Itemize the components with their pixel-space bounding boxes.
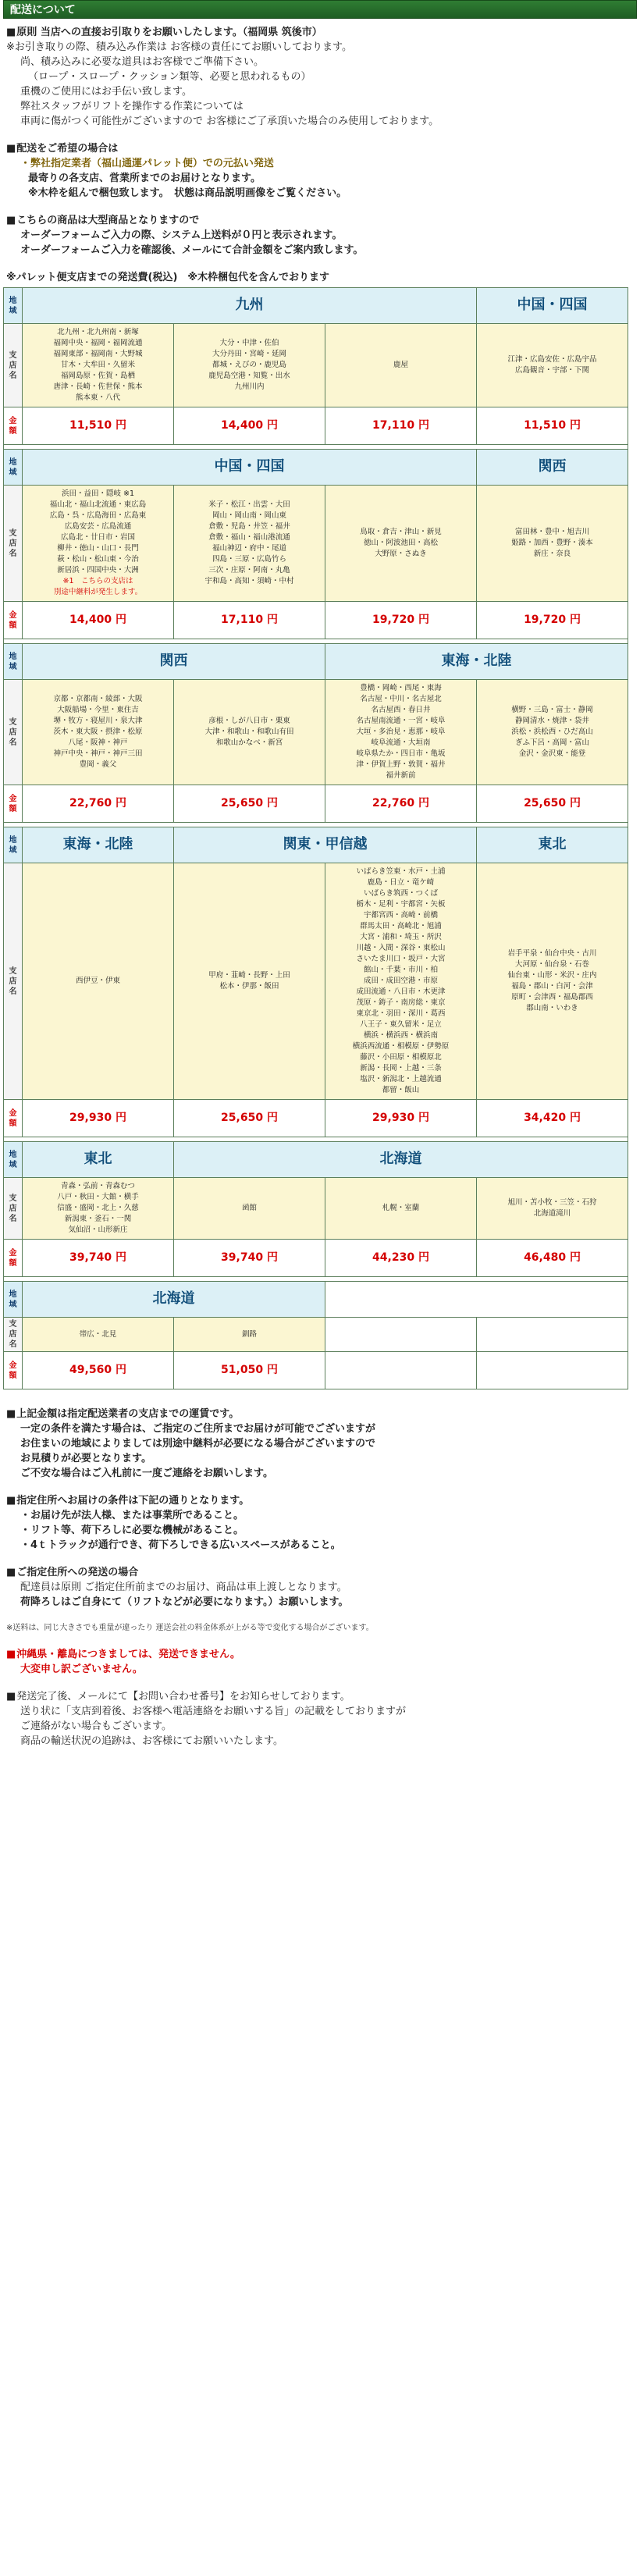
stores-cell [174, 486, 325, 602]
store-name-line: 信盛・盛岡・北上・久慈 [57, 1204, 139, 1212]
store-name-line: 群馬太田・高崎北・旭浦 [360, 922, 442, 930]
region-cell: 関西 [477, 450, 628, 486]
row-label-region: 地 域 [4, 1142, 23, 1178]
store-name-line: 広島観音・宇部・下関 [515, 366, 590, 375]
price-row [4, 785, 628, 823]
region-cell: 関西 [23, 644, 325, 680]
region-cell: 北海道 [23, 1282, 325, 1318]
store-name-line: 松本・伊那・飯田 [219, 982, 279, 991]
store-name-line: 別途中継料が発生します。 [53, 588, 143, 596]
okinawa-line: ■ 沖縄県・離島につきましては、発送できません。 [6, 1647, 634, 1662]
row-label-region: 地 域 [4, 827, 23, 863]
large-item-heading: ■ こちらの商品は大型商品となりますので [6, 213, 634, 228]
price-row [4, 1352, 628, 1389]
price-cell [477, 1352, 628, 1389]
stores-row [4, 680, 628, 785]
store-name-line: 東京北・羽田・深川・葛西 [356, 1009, 446, 1018]
region-cell: 東海・北陸 [23, 827, 174, 863]
complete-heading: ■ 発送完了後、メールにて【お問い合わせ番号】をお知らせしております。 [6, 1689, 634, 1704]
store-name-line: いばらき筑西・つくば [364, 889, 439, 898]
region-row [4, 288, 628, 324]
okinawa-apology: 大変申し訳ございません。 [20, 1663, 143, 1675]
pickup-line: （ロープ・スロープ・クッション類等、必要と思われるもの） [28, 71, 311, 83]
region-cell: 中国・四国 [23, 450, 477, 486]
stores-cell [477, 324, 628, 407]
pickup-line: 尚、積み込みに必要な道具はお客様でご準備下さい。 [20, 56, 265, 68]
stores-cell [325, 863, 477, 1100]
store-name-line: 岩手平泉・仙台中央・古川 [507, 949, 597, 958]
store-name-line: 大分丹田・宮崎・延岡 [212, 350, 286, 358]
store-name-line: 福岡東部・福岡南・大野城 [53, 350, 143, 358]
store-name-line: 栃木・足利・宇都宮・矢板 [356, 900, 446, 909]
address-line: ・4ｔトラックが通行でき、荷下ろしできる広いスペースがあること。 [20, 1539, 341, 1551]
amount-line: ご不安な場合はご入札前に一度ご連絡をお願いします。 [20, 1468, 273, 1479]
row-label-region: 地 域 [4, 1282, 23, 1318]
stores-row [4, 486, 628, 602]
store-name-line: 八王子・東久留米・足立 [360, 1020, 442, 1029]
price-cell: 34,420 円 [477, 1100, 628, 1137]
stores-cell [174, 1318, 325, 1352]
stores-row [4, 324, 628, 407]
store-name-line: 鹿島・日立・竜ケ崎 [367, 878, 435, 887]
store-name-line: 北九州・北九州南・新塚 [57, 328, 139, 336]
store-name-line: 岐阜県たか・四日市・亀坂 [356, 749, 446, 758]
store-name-line: 九州川内 [234, 382, 265, 391]
stores-cell [23, 486, 174, 602]
store-name-line: 甘木・大牟田・久留米 [60, 361, 135, 369]
row-label-stores: 支 店 名 [4, 324, 23, 407]
price-cell: 19,720 円 [325, 602, 477, 639]
store-name-line: 江津・広島安佐・広島宇品 [507, 355, 597, 364]
stores-cell [477, 1178, 628, 1240]
stores-cell [477, 486, 628, 602]
price-cell: 25,650 円 [174, 785, 325, 823]
row-label-region: 地 域 [4, 644, 23, 680]
shipping-rate-table [3, 287, 628, 1389]
store-name-line: 熊本東・八代 [75, 393, 120, 402]
store-name-line: 鹿児島空港・知覧・出水 [208, 372, 290, 380]
store-name-line: 富田林・豊中・旭吉川 [515, 528, 590, 536]
store-name-line: 宇都宮西・高崎・前橋 [364, 911, 439, 920]
shipping-line: 配達員は原則 ご指定住所前までのお届け、商品は車上渡しとなります。 [20, 1582, 347, 1593]
price-cell: 44,230 円 [325, 1240, 477, 1277]
store-name-line: 福山北・福山北流通・東広島 [49, 500, 147, 509]
stores-cell [174, 1178, 325, 1240]
stores-row [4, 1178, 628, 1240]
store-name-line: 北海道滝川 [533, 1209, 571, 1218]
store-name-line: 釧路 [241, 1329, 257, 1339]
stores-cell [325, 1178, 477, 1240]
store-name-line: 鳥取・倉吉・津山・新見 [360, 528, 442, 536]
store-name-line: 塩沢・新潟北・上越流通 [360, 1075, 442, 1083]
row-label-region: 地 域 [4, 450, 23, 486]
price-cell: 51,050 円 [174, 1352, 325, 1389]
address-line: ・お届け先が法人様、または事業所であること。 [20, 1510, 244, 1521]
store-name-line: 名古屋西・春日井 [371, 706, 431, 714]
small-note: ※送料は、同じ大きさでも重量が違ったり 運送会社の料金体系が上がる等で変化する場合がございます。 [6, 1624, 374, 1632]
amount-heading: ■ 上記金額は指定配送業者の支店までの運賃です。 [6, 1407, 634, 1421]
table-caption: ※パレット便支店までの発送費(税込) ※木枠梱包代を含んでおります [6, 272, 330, 283]
amount-line: お見積りが必要となります。 [20, 1453, 151, 1464]
pickup-line: 車両に傷がつく可能性がございますので お客様にご了承頂いた場合のみ使用しております。 [20, 116, 439, 127]
stores-cell [23, 324, 174, 407]
store-name-line: 津・伊賀上野・敦賀・福井 [356, 760, 446, 769]
store-name-line: 和歌山かなべ・新宮 [215, 738, 283, 747]
stores-cell [174, 680, 325, 785]
store-name-line: 柳井・徳山・山口・長門 [57, 544, 139, 553]
section-header [3, 0, 637, 19]
store-name-line: 西伊豆・伊東 [75, 977, 120, 985]
store-name-line: 名古屋南流通・一宮・岐阜 [356, 717, 446, 725]
stores-cell [325, 680, 477, 785]
store-name-line: 帯広・北見 [79, 1329, 117, 1339]
store-name-line: 札幌・室蘭 [382, 1204, 420, 1212]
store-name-line: 新庄・奈良 [533, 550, 571, 558]
price-cell: 14,400 円 [23, 602, 174, 639]
price-cell: 39,740 円 [174, 1240, 325, 1277]
store-name-line: 四島・三原・広島竹ら [212, 555, 286, 564]
store-name-line: 都城・えびの・鹿児島 [212, 361, 286, 369]
price-row [4, 602, 628, 639]
price-cell: 29,930 円 [325, 1100, 477, 1137]
store-name-line: 八戸・秋田・大館・横手 [57, 1193, 139, 1201]
region-cell: 北海道 [174, 1142, 628, 1178]
shipping-note-block [6, 1565, 634, 1610]
stores-cell [477, 1318, 628, 1352]
region-row [4, 827, 628, 863]
price-row [4, 407, 628, 445]
delivery-wish-line: 最寄りの各支店、営業所までのお届けとなります。 [28, 173, 261, 184]
price-cell: 25,650 円 [174, 1100, 325, 1137]
pickup-heading: ■ 原則 当店への直接お引取りをお願いしたします。（福岡県 筑後市） [6, 25, 634, 40]
pickup-block [6, 25, 634, 129]
store-name-line: 京都・京都南・綾部・大阪 [53, 695, 143, 703]
row-label-price: 金 額 [4, 785, 23, 823]
store-name-line: 川越・入間・深谷・東松山 [356, 944, 446, 952]
store-name-line: 浜松・浜松西・ひだ高山 [511, 728, 593, 736]
store-name-line: 甲府・韮崎・長野・上田 [208, 971, 290, 980]
store-name-line: 浜田・益田・隠岐 ※1 [61, 489, 135, 498]
store-name-line: 福山神辺・府中・尾道 [212, 544, 286, 553]
region-cell: 中国・四国 [477, 288, 628, 324]
address-line: ・リフト等、荷下ろしに必要な機械があること。 [20, 1525, 244, 1536]
price-cell: 39,740 円 [23, 1240, 174, 1277]
store-name-line: 姫路・加西・豊野・湊本 [511, 539, 593, 547]
amount-note-block [6, 1407, 634, 1481]
store-name-line: 徳山・阿波池田・高松 [364, 539, 439, 547]
store-name-line: 彦根・しが八日市・栗東 [208, 717, 290, 725]
region-row [4, 450, 628, 486]
store-name-line: 横野・三島・富士・静岡 [511, 706, 593, 714]
row-label-stores: 支 店 名 [4, 863, 23, 1100]
complete-line: ご連絡がない場合もございます。 [20, 1720, 172, 1732]
store-name-line: 金沢・金沢東・能登 [518, 749, 586, 758]
row-label-stores: 支 店 名 [4, 680, 23, 785]
stores-cell [23, 1178, 174, 1240]
row-label-price: 金 額 [4, 1352, 23, 1389]
store-name-line: 大河原・仙台泉・石巻 [515, 960, 590, 969]
store-name-line: 館山・千葉・市川・柏 [364, 966, 439, 974]
region-cell: 関東・甲信越 [174, 827, 477, 863]
row-label-price: 金 額 [4, 1100, 23, 1137]
store-name-line: 大野原・さぬき [375, 550, 427, 558]
row-label-stores: 支 店 名 [4, 1318, 23, 1352]
delivery-wish-line: ※木枠を組んで梱包致します。 状態は商品説明画像をご覧ください。 [28, 187, 347, 199]
store-name-line: 仙台東・山形・米沢・庄内 [507, 971, 597, 980]
price-row [4, 1240, 628, 1277]
store-name-line: 福岡島原・佐賀・島栖 [60, 372, 135, 380]
stores-cell [325, 1318, 477, 1352]
store-name-line: 広島安芸・広島流通 [64, 522, 132, 531]
store-name-line: 茂原・鋳子・南房総・東京 [356, 998, 446, 1007]
stores-cell [477, 863, 628, 1100]
row-label-region: 地 域 [4, 288, 23, 324]
region-cell: 九州 [23, 288, 477, 324]
stores-cell [23, 1318, 174, 1352]
complete-line: 商品の輸送状況の追跡は、お客様にてお願いいたします。 [20, 1735, 283, 1747]
pickup-line: 弊社スタッフがリフトを操作する作業については [20, 101, 244, 112]
region-row [4, 644, 628, 680]
store-name-line: 広島・呉・広島海田・広島東 [49, 511, 147, 520]
amount-line: 一定の条件を満たす場合は、ご指定のご住所までお届けが可能でございますが [20, 1423, 376, 1435]
store-name-line: 堺・牧方・寝屋川・泉大津 [53, 717, 143, 725]
store-name-line: 宇和島・高知・須崎・中村 [204, 577, 294, 585]
row-label-stores: 支 店 名 [4, 1178, 23, 1240]
large-item-block [6, 213, 634, 258]
store-name-line: 新潟・長岡・上越・三条 [360, 1064, 442, 1073]
price-cell: 19,720 円 [477, 602, 628, 639]
region-cell: 東海・北陸 [325, 644, 628, 680]
store-name-line: 神戸中央・神戸・神戸三田 [53, 749, 143, 758]
shipping-heading: ■ ご指定住所への発送の場合 [6, 1565, 634, 1580]
store-name-line: 八尾・阪神・神戸 [68, 738, 128, 747]
store-name-line: ぎふ下呂・高岡・富山 [515, 738, 590, 747]
store-name-line: 大垣・多治見・恵那・岐阜 [356, 728, 446, 736]
shipping-line: 荷降ろしはご自身にて（リフトなどが必要になります。）お願いします。 [20, 1596, 349, 1608]
stores-cell [23, 863, 174, 1100]
store-name-line: 新居浜・四国中央・大洲 [57, 566, 139, 575]
row-label-price: 金 額 [4, 602, 23, 639]
price-cell: 11,510 円 [23, 407, 174, 445]
store-name-line: 唐津・長崎・佐世保・熊本 [53, 382, 143, 391]
price-cell: 29,930 円 [23, 1100, 174, 1137]
store-name-line: 藤沢・小田原・相模原北 [360, 1053, 442, 1062]
large-item-line: オーダーフォームご入力を確認後、メールにて合計金額をご案内致します。 [20, 244, 364, 256]
store-name-line: 広島北・廿日市・岩国 [60, 533, 135, 542]
large-item-line: オーダーフォームご入力の際、システム上送料が０円と表示されます。 [20, 229, 343, 241]
store-name-line: 萩・松山・松山東・今治 [57, 555, 139, 564]
price-cell: 11,510 円 [477, 407, 628, 445]
store-name-line: 鹿屋 [393, 361, 409, 369]
row-label-stores: 支 店 名 [4, 486, 23, 602]
region-row [4, 1142, 628, 1178]
stores-cell [325, 486, 477, 602]
stores-row [4, 1318, 628, 1352]
price-row [4, 1100, 628, 1137]
stores-cell [325, 324, 477, 407]
delivery-company: ・弊社指定業者（福山通運パレット便）での元払い発送 [20, 158, 274, 169]
row-label-price: 金 額 [4, 1240, 23, 1277]
price-cell: 22,760 円 [325, 785, 477, 823]
stores-cell [23, 680, 174, 785]
price-cell: 49,560 円 [23, 1352, 174, 1389]
region-cell: 東北 [477, 827, 628, 863]
store-name-line: 函館 [241, 1204, 257, 1212]
store-name-line: 気仙沼・山形新庄 [68, 1226, 128, 1234]
region-cell [325, 1282, 628, 1318]
store-name-line: 旭川・苫小牧・三笠・石狩 [507, 1198, 597, 1207]
delivery-wish-block [6, 141, 634, 201]
address-note-block [6, 1493, 634, 1553]
store-name-line: 大阪船場・今里・東住吉 [57, 706, 139, 714]
store-name-line: ※1 こちらの支店は [62, 577, 133, 585]
price-cell: 22,760 円 [23, 785, 174, 823]
store-name-line: 大津・和歌山・和歌山有田 [204, 728, 294, 736]
store-name-line: 横浜・横浜西・横浜南 [364, 1031, 439, 1040]
store-name-line: 成田・成田空港・市原 [364, 977, 439, 985]
store-name-line: 静岡清水・焼津・袋井 [515, 717, 590, 725]
small-note-block [6, 1622, 634, 1635]
stores-row [4, 863, 628, 1100]
price-cell: 14,400 円 [174, 407, 325, 445]
price-cell: 17,110 円 [174, 602, 325, 639]
price-cell: 17,110 円 [325, 407, 477, 445]
store-name-line: 福井新前 [386, 771, 416, 780]
store-name-line: さいたま川口・坂戸・大宮 [356, 955, 446, 963]
store-name-line: いばらき笠東・水戸・土浦 [356, 867, 446, 876]
price-cell [325, 1352, 477, 1389]
store-name-line: 福島・郡山・白河・会津 [511, 982, 593, 991]
store-name-line: 原町・会津西・福島郡西 [511, 993, 593, 1002]
pickup-line: 重機のご使用にはお手伝い致します。 [20, 86, 192, 98]
store-name-line: 米子・松江・出雲・大田 [208, 500, 290, 509]
price-cell: 25,650 円 [477, 785, 628, 823]
pickup-line: ※お引き取りの際、積み込み作業は お客様の責任にてお願いしております。 [6, 41, 352, 53]
store-name-line: 大宮・浦和・埼玉・所沢 [360, 933, 442, 941]
store-name-line: 三次・庄原・阿南・丸亀 [208, 566, 290, 575]
store-name-line: 都留・飯山 [382, 1086, 420, 1094]
section-title: 配送について [10, 4, 76, 16]
address-heading: ■ 指定住所へお届けの条件は下記の通りとなります。 [6, 1493, 634, 1508]
store-name-line: 横浜西流通・相模原・伊勢原 [352, 1042, 450, 1051]
price-cell: 46,480 円 [477, 1240, 628, 1277]
store-name-line: 岐阜流通・大垣南 [371, 738, 431, 747]
delivery-wish-heading: ■ 配送をご希望の場合は [6, 141, 634, 156]
store-name-line: 郡山南・いわき [526, 1004, 578, 1012]
store-name-line: 新潟東・釜石・一関 [64, 1215, 132, 1223]
okinawa-block [6, 1647, 634, 1677]
stores-cell [477, 680, 628, 785]
row-label-price: 金 額 [4, 407, 23, 445]
region-cell: 東北 [23, 1142, 174, 1178]
amount-line: お住まいの地域によりましては別途中継料が必要になる場合がございますので [20, 1438, 376, 1450]
store-name-line: 茨木・東大阪・摂津・松原 [53, 728, 143, 736]
complete-line: 送り状に「支店到着後、お客様へ電話連絡をお願いする旨」の記載をしておりますが [20, 1706, 407, 1717]
store-name-line: 倉敷・福山・福山港流通 [208, 533, 290, 542]
store-name-line: 福岡中央・福岡・福岡流通 [53, 339, 143, 347]
region-row [4, 1282, 628, 1318]
store-name-line: 成田流通・八日市・木更津 [356, 987, 446, 996]
stores-cell [174, 863, 325, 1100]
complete-note-block [6, 1689, 634, 1749]
store-name-line: 青森・弘前・青森むつ [60, 1182, 135, 1190]
store-name-line: 豊岡・義父 [79, 760, 117, 769]
store-name-line: 豊橋・岡崎・西尾・東海 [360, 684, 442, 692]
store-name-line: 大分・中津・佐伯 [219, 339, 279, 347]
store-name-line: 倉敷・児島・井笠・福井 [208, 522, 290, 531]
store-name-line: 岡山・岡山南・岡山東 [212, 511, 286, 520]
stores-cell [174, 324, 325, 407]
store-name-line: 名古屋・中川・名古屋北 [360, 695, 442, 703]
